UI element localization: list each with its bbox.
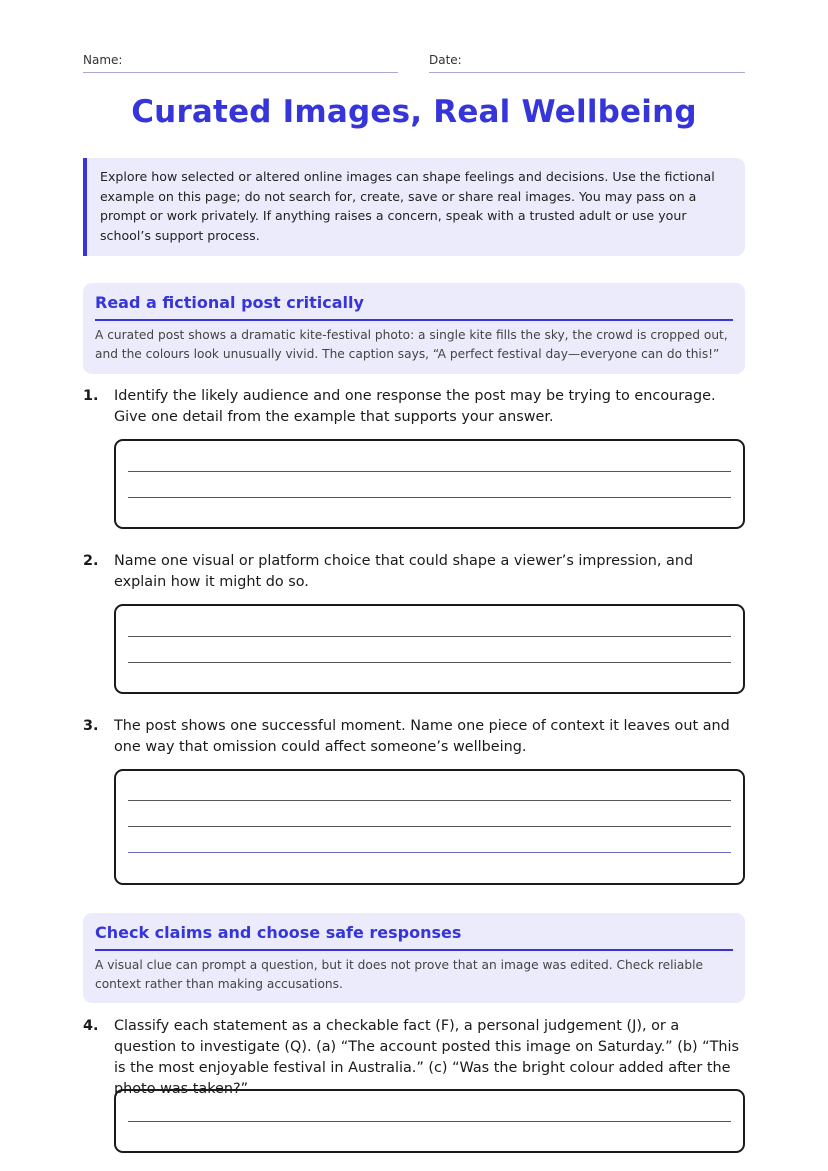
question-text: Name one visual or platform choice that could shape a viewer’s impression, and explain how it might do so. — [114, 553, 694, 590]
answer-box-4[interactable] — [114, 1089, 745, 1153]
answer-line — [128, 662, 731, 663]
answer-line — [128, 636, 731, 637]
answer-line — [128, 471, 731, 472]
answer-line — [128, 826, 731, 827]
question-number: 2. — [83, 553, 99, 569]
intro-callout: Explore how selected or altered online images can shape feelings and decisions. Use the fictional example on this page; do not search for, create, save or share real images. You may pass on a prompt or work privately. If anything raises a concern, speak with a trusted adult or use your school’s support process. — [83, 158, 745, 256]
date-label: Date: — [429, 53, 462, 67]
name-field[interactable] — [83, 52, 398, 73]
date-field[interactable] — [429, 52, 745, 73]
question-1 — [83, 386, 745, 428]
question-text: Classify each statement as a checkable fact (F), a personal judgement (J), or a question to investigate (Q). (a) “The account posted this image on Saturday.” (b) “This is the most enjoyable festival in Australia.” (c) “Was the bright colour added after the photo was taken?” — [114, 1018, 740, 1097]
answer-line — [128, 800, 731, 801]
section-text: A visual clue can prompt a question, but it does not prove that an image was edited. Check reliable context rather than making accusations. — [95, 958, 703, 991]
answer-box-2[interactable] — [114, 604, 745, 694]
name-label: Name: — [83, 53, 123, 67]
student-info-row — [83, 52, 745, 73]
answer-box-1[interactable] — [114, 439, 745, 529]
section-text: A curated post shows a dramatic kite-festival photo: a single kite fills the sky, the crowd is cropped out, and the colours look unusually vivid. The caption says, “A perfect festival day—everyone can do this!” — [95, 328, 728, 361]
answer-box-3[interactable] — [114, 769, 745, 885]
section-title: Check claims and choose safe responses — [95, 923, 733, 951]
question-number: 4. — [83, 1018, 99, 1034]
question-2 — [83, 551, 745, 593]
question-number: 3. — [83, 718, 99, 734]
question-3 — [83, 716, 745, 758]
section-check-claims — [83, 913, 745, 1003]
question-text: The post shows one successful moment. Name one piece of context it leaves out and one way that omission could affect someone’s wellbeing. — [114, 718, 730, 755]
answer-line — [128, 1121, 731, 1122]
section-read-post — [83, 283, 745, 374]
page-title: Curated Images, Real Wellbeing — [131, 94, 697, 130]
section-title: Read a fictional post critically — [95, 293, 733, 321]
answer-line — [128, 497, 731, 498]
question-4 — [83, 1016, 745, 1100]
question-text: Identify the likely audience and one response the post may be trying to encourage. Give one detail from the example that supports your answer. — [114, 388, 716, 425]
answer-line — [128, 852, 731, 853]
question-number: 1. — [83, 388, 99, 404]
